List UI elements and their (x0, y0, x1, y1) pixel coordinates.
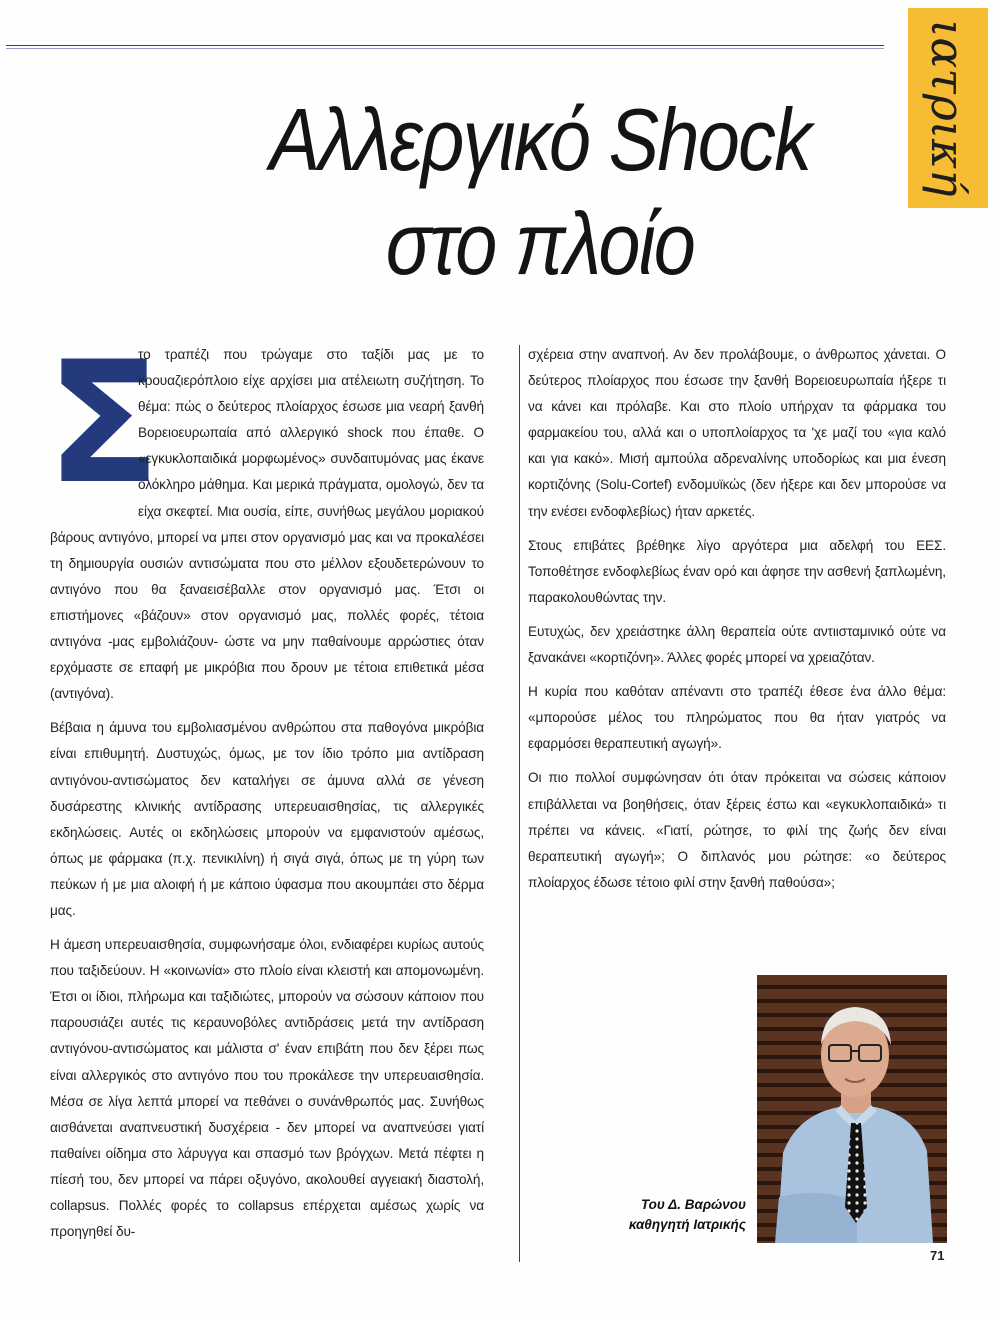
section-label: ιατρική (921, 19, 975, 197)
byline (600, 1195, 746, 1235)
paragraph: το τραπέζι που τρώγαμε στο ταξίδι μας με το κρουαζιερόπλοιο είχε αρχίσει μια ατέλειωτη συζήτηση. Το θέμα: πώς ο δεύτερος πλοίαρχος έσωσε μια νεαρή ξανθή Βορειοευρωπαία από αλλεργικό shock που έπαθε. Ο «εγκυκλοπαιδικά μορφωμένος» συνδαιτυμόνας μας έκανε ολόκληρο μάθημα. Και μερικά πράγματα, ομολογώ, δεν τα είχα σκεφτεί. Μια ουσία, είπε, συνήθως μεγάλου μοριακού βάρους αντιγόνο, μπορεί να μπει στον οργανισμό μας και να προκαλέσει τη δημιουργία ουσιών αντισώματα που στο μέλλον εξουδετερώνουν το αντιγόνο που θα ξαναεισέβαλλε στον οργανισμό μας. Έτσι οι επιστήμονες «βάζουν» στον οργανισμό μας, πολλές φορές, τέτοια αντιγόνα -μας εμβολιάζουν- ώστε να μην παθαίνουμε αρρώστιες όταν ερχόμαστε σε επαφή με μικρόβια που δρουν με τέτοια επιθετικά μέσα (αντιγόνα). (50, 347, 484, 702)
page-number: 71 (930, 1248, 945, 1263)
title-line-1: Αλλεργικό Shock (269, 90, 811, 189)
article-title (239, 88, 841, 296)
paragraph: Η άμεση υπερευαισθησία, συμφωνήσαμε όλοι, ενδιαφέρει κυρίως αυτούς που ταξιδεύουν. Η «κοινωνία» στο πλοίο είναι κλειστή και απομονωμένη. Έτσι οι ίδιοι, πλήρωμα και ταξιδιώτες, μπορούν να σώσουν κάποιον που παρουσιάζει αυτές τις κεραυνοβόλες αντιδράσεις μετά την αντίδραση αντιγόνου-αντισώματος και μάλιστα σ' έναν επιβάτη που δεν ξέρει πως είναι αλλεργικός στο αντιγόνο που του προκάλεσε την υπερευαισθησία. Μέσα σε λίγα λεπτά μπορεί να πεθάνει ο συνάνθρωπός μας. Συνήθως αισθάνεται αναπνευστική δυσχέρεια - δεν μπορεί να αναπνεύσει γιατί παθαίνει οίδημα στο λάρυγγα και σπασμό των βρόγχων. Μετά πέφτει η πίεσή του, δεν μπορεί να πάρει οξυγόνο, ακολουθεί αγγειακή διαστολή, collapsus. Πολλές φορές το collapsus επέρχεται αμέσως χωρίς να προηγηθεί δυ- (50, 937, 484, 1240)
paragraph: Η κυρία που καθόταν απέναντι στο τραπέζι έθεσε ένα άλλο θέμα: «μπορούσε μέλος του πληρώματος που θα ήταν γιατρός να εφαρμόσει θεραπευτική αγωγή». (528, 684, 946, 752)
article-column-left (46, 325, 484, 1253)
author-photo (757, 975, 947, 1243)
drop-cap: Σ (46, 325, 161, 521)
top-rule-secondary (6, 48, 884, 49)
author-name: Του Δ. Βαρώνου (640, 1197, 746, 1212)
paragraph: Ευτυχώς, δεν χρειάστηκε άλλη θεραπεία ούτε αντιισταμινικό ούτε να ξανακάνει «κορτιζόνη». Άλλες φορές μπορεί να χρειαζόταν. (528, 623, 946, 666)
paragraph: Οι πιο πολλοί συμφώνησαν ότι όταν πρόκειται να σώσεις κάποιον επιβάλλεται να βοηθήσεις, όταν ξέρεις έστω και «εγκυκλοπαιδικά» τι πρέπει να κάνεις. «Γιατί, ρώτησε, το φιλί της ζωής δεν είναι θεραπευτική αγωγή»; Ο διπλανός μου ρώτησε: «ο δεύτερος πλοίαρχος έδωσε τέτοιο φιλί στην ξανθή παθούσα»; (528, 770, 946, 890)
paragraph: Βέβαια η άμυνα του εμβολιασμένου ανθρώπου στα παθογόνα μικρόβια είναι επιθυμητή. Δυστυχώς, όμως, με τον ίδιο τρόπο μια αντίδραση αντιγόνου-αντισώματος δεν καταλήγει σε άμυνα αλλά σε γένεση δυσάρεστης κλινικής αντίδρασης υπερευαισθησίας, τις αλλεργικές εκδηλώσεις. Αυτές οι εκδηλώσεις μπορούν να εμφανιστούν αμέσως, όπως με φάρμακα (π.χ. πενικιλίνη) ή σιγά σιγά, όπως με τη γύρη των πεύκων ή με μια αλοιφή ή με κάποιο ύφασμα που ακουμπάει στο δέρμα μας. (50, 720, 484, 918)
section-tab (908, 8, 988, 208)
paragraph: σχέρεια στην αναπνοή. Αν δεν προλάβουμε, ο άνθρωπος χάνεται. Ο δεύτερος πλοίαρχος που έσωσε την ξανθή Βορειοευρωπαία ήξερε τι να κάνει και πρόλαβε. Και στο πλοίο υπήρχαν τα φάρμακα του φαρμακείου του, αλλά και ο υποπλοίαρχος τα 'χε μαζί του «για καλό και για κακό». Μισή αμπούλα αδρεναλίνης υποδορίως και μια ένεση κορτιζόνης (Solu-Cortef) ενδομυϊκώς (δεν ήξερε και δεν μπορούσε να την ενέσει ενδοφλεβίως) ήταν αρκετές. (528, 347, 946, 519)
column-divider (519, 345, 520, 1262)
author-title: καθηγητή Ιατρικής (628, 1217, 746, 1232)
title-line-2: στο πλοίο (385, 194, 695, 293)
paragraph: Στους επιβάτες βρέθηκε λίγο αργότερα μια αδελφή του ΕΕΣ. Τοποθέτησε ενδοφλεβίως έναν ορό και άφησε την ασθενή ξαπλωμένη, παρακολουθώντας την. (528, 537, 946, 605)
top-rule (6, 45, 884, 46)
author-portrait-illustration (757, 975, 947, 1243)
article-column-right (528, 342, 946, 904)
